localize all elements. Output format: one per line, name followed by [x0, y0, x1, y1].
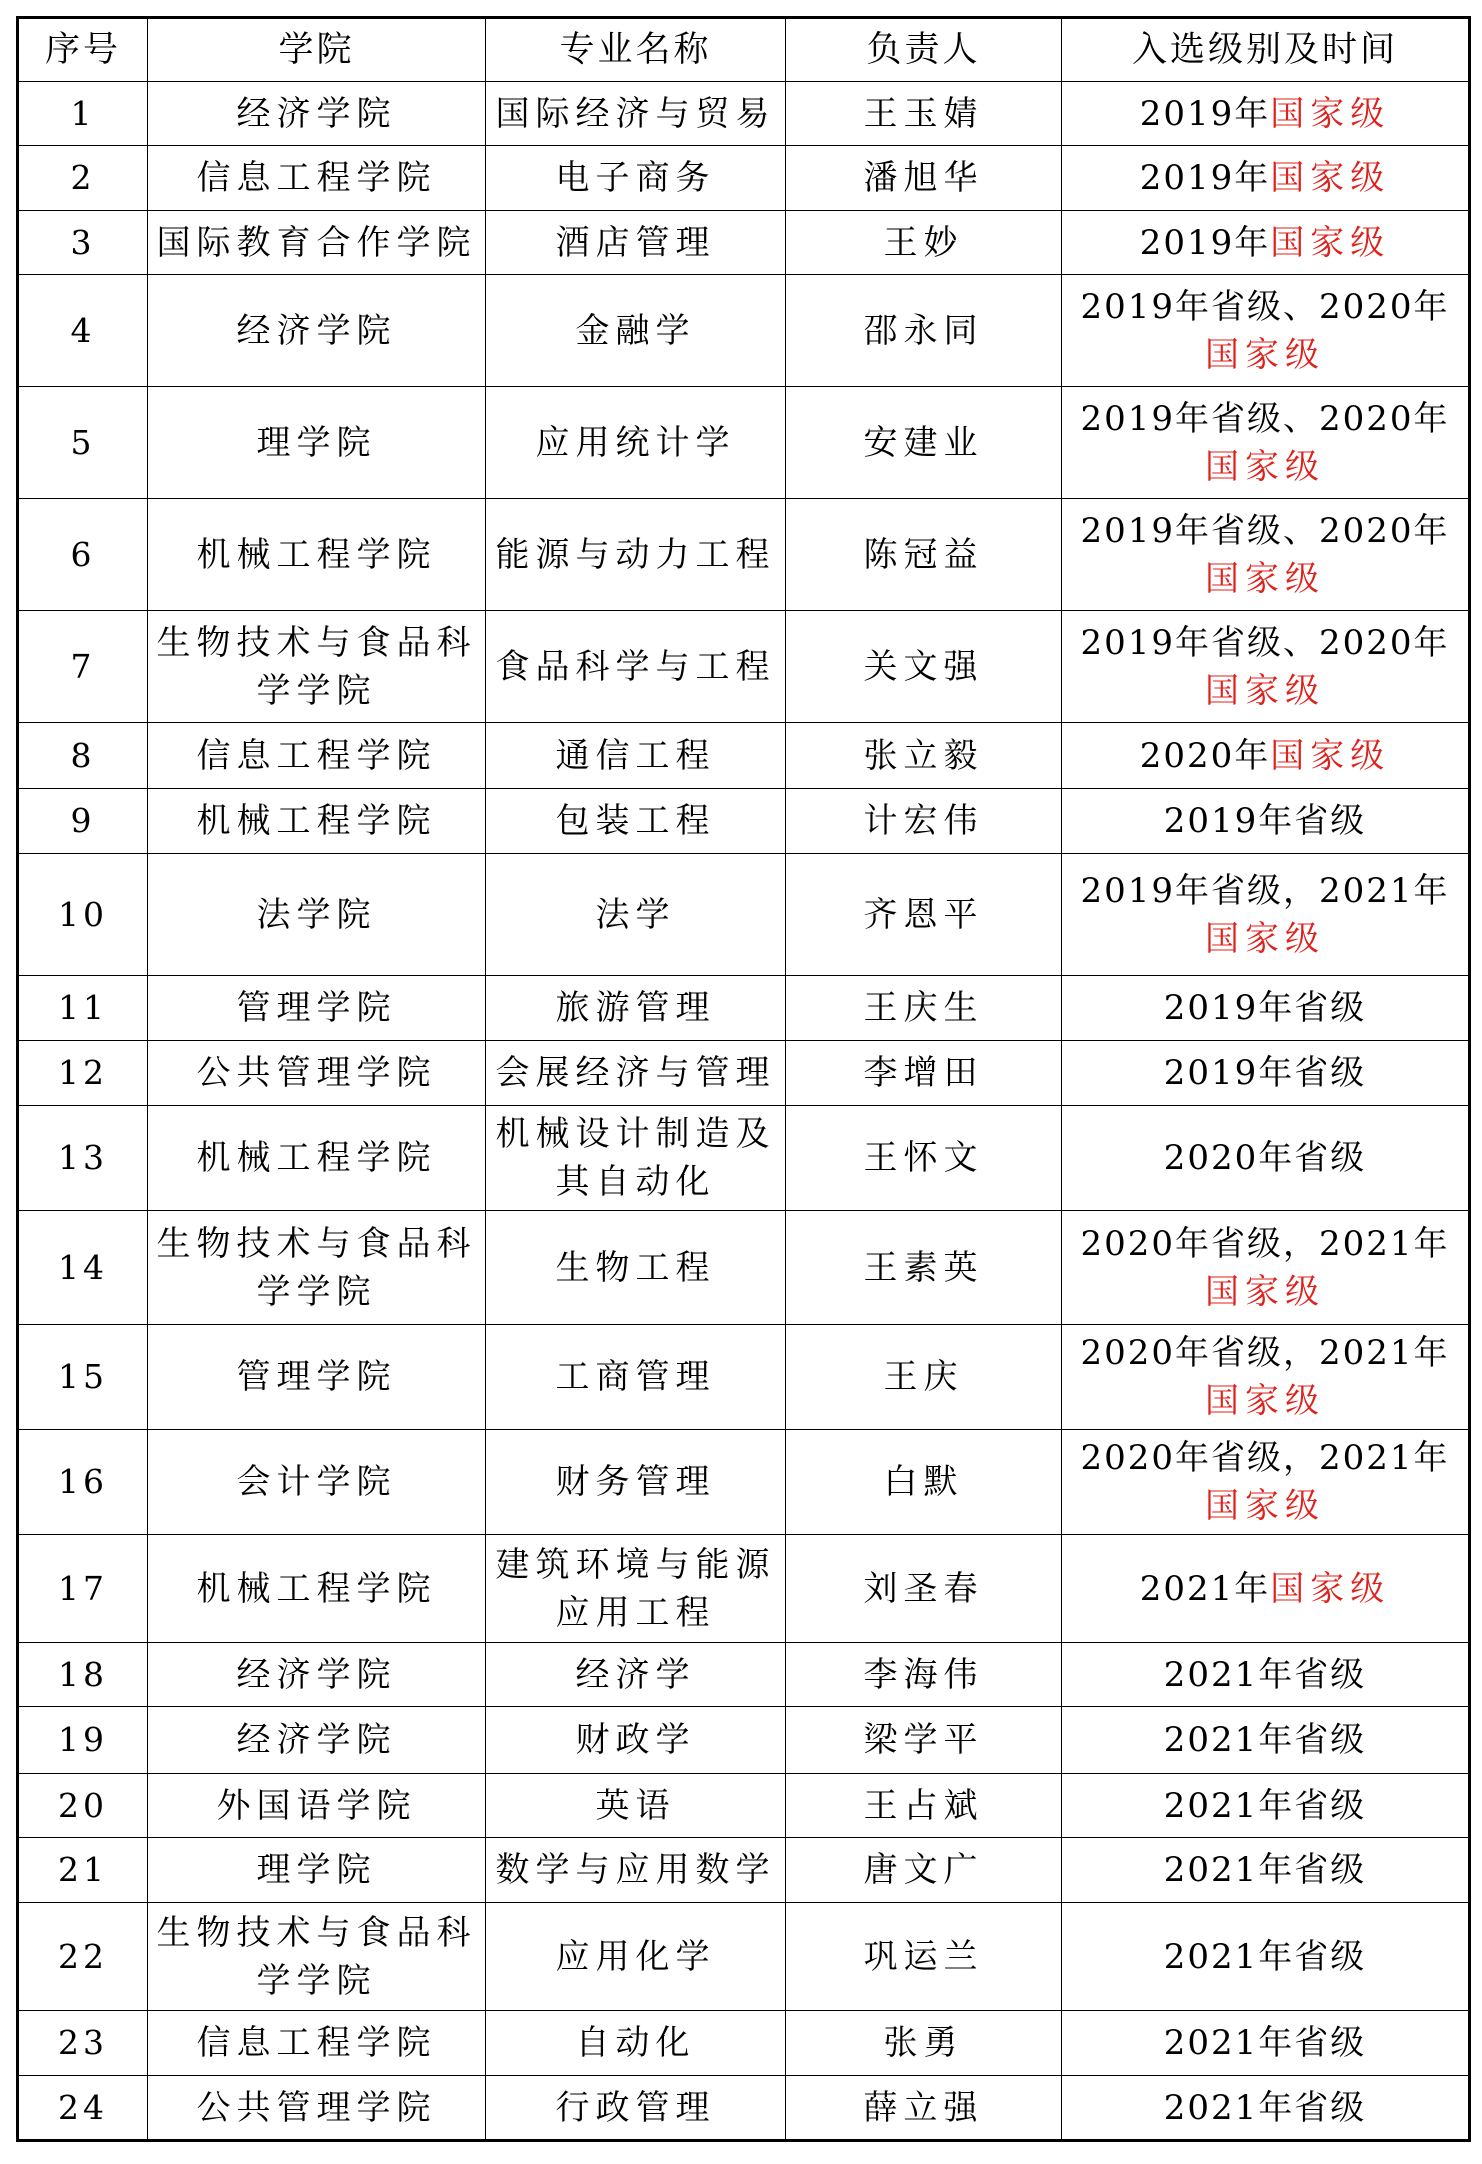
level-text: 2019年省级	[1163, 988, 1367, 1028]
table-row	[18, 1838, 1470, 1903]
cell-major	[486, 1041, 786, 1106]
cell-lead: 唐文广	[786, 1838, 1062, 1903]
major-line: 其自动化	[555, 1162, 716, 1202]
level-line	[1068, 2084, 1462, 2132]
college-line: 信息工程学院	[196, 158, 437, 198]
level-line	[1068, 1651, 1462, 1699]
major-line: 生物工程	[555, 1247, 716, 1288]
cell-college	[148, 1707, 486, 1774]
cell-college	[148, 1041, 486, 1106]
major-line: 会展经济与管理	[495, 1053, 776, 1093]
cell-serial: 18	[18, 1643, 148, 1707]
level-line	[1068, 154, 1462, 202]
level-text: 2019年省级、2020年	[1080, 286, 1450, 327]
national-level-text: 国家级	[1270, 735, 1391, 776]
college-line: 经济学院	[236, 93, 397, 134]
cell-lead: 薛立强	[786, 2076, 1062, 2141]
college-line: 经济学院	[236, 1720, 397, 1760]
cell-lead: 李增田	[786, 1041, 1062, 1106]
table-row	[18, 723, 1470, 789]
majors-table	[16, 16, 1471, 2142]
cell-lead: 齐恩平	[786, 854, 1062, 976]
cell-lead: 王占斌	[786, 1774, 1062, 1838]
cell-serial: 9	[18, 789, 148, 854]
major-line: 法学	[595, 894, 676, 935]
level-line	[1068, 732, 1462, 780]
cell-level	[1062, 1325, 1470, 1430]
major-line: 食品科学与工程	[495, 646, 776, 687]
document-page	[16, 16, 1468, 2142]
cell-major	[486, 387, 786, 499]
cell-level	[1062, 1903, 1470, 2011]
table-row	[18, 1903, 1470, 2011]
cell-serial: 7	[18, 611, 148, 723]
cell-lead: 梁学平	[786, 1707, 1062, 1774]
college-line: 经济学院	[236, 1654, 397, 1695]
level-line	[1068, 283, 1462, 331]
level-line	[1068, 555, 1462, 603]
cell-level	[1062, 1774, 1470, 1838]
level-text: 2021年省级	[1163, 1785, 1367, 1826]
cell-major	[486, 976, 786, 1041]
cell-serial: 16	[18, 1430, 148, 1535]
cell-serial: 22	[18, 1903, 148, 2011]
college-line: 理学院	[256, 422, 377, 463]
college-line: 外国语学院	[216, 1785, 417, 1826]
table-row	[18, 2011, 1470, 2076]
cell-college	[148, 976, 486, 1041]
level-line	[1068, 90, 1462, 138]
college-line: 法学院	[256, 894, 377, 935]
level-line	[1068, 2019, 1462, 2067]
cell-college	[148, 211, 486, 275]
cell-level	[1062, 2076, 1470, 2141]
major-line: 应用化学	[555, 1936, 716, 1977]
level-text: 2021年省级	[1163, 2087, 1367, 2128]
level-text: 2019年省级、2020年	[1080, 398, 1450, 439]
cell-serial: 3	[18, 211, 148, 275]
level-text: 2021年省级	[1163, 1720, 1367, 1760]
college-line: 生物技术与食品科	[156, 622, 477, 663]
major-line: 财政学	[575, 1720, 696, 1760]
cell-lead: 王庆生	[786, 976, 1062, 1041]
level-line	[1068, 1049, 1462, 1097]
cell-lead: 白默	[786, 1430, 1062, 1535]
cell-serial: 12	[18, 1041, 148, 1106]
cell-lead: 王怀文	[786, 1106, 1062, 1211]
cell-lead: 邵永同	[786, 275, 1062, 387]
cell-level	[1062, 1707, 1470, 1774]
level-line	[1068, 1565, 1462, 1613]
cell-major	[486, 2076, 786, 2141]
college-line: 公共管理学院	[196, 1053, 437, 1093]
cell-lead: 李海伟	[786, 1643, 1062, 1707]
cell-lead: 王玉婧	[786, 82, 1062, 146]
level-line	[1068, 1782, 1462, 1830]
level-text: 2020年	[1139, 735, 1271, 776]
cell-major	[486, 499, 786, 611]
cell-major	[486, 82, 786, 146]
college-line: 理学院	[256, 1850, 377, 1890]
cell-college	[148, 146, 486, 211]
table-row	[18, 211, 1470, 275]
cell-serial: 17	[18, 1535, 148, 1643]
cell-college	[148, 1325, 486, 1430]
cell-college	[148, 789, 486, 854]
cell-college	[148, 275, 486, 387]
college-line: 经济学院	[236, 310, 397, 351]
major-line: 机械设计制造及	[495, 1114, 776, 1154]
header-lead: 负责人	[786, 18, 1062, 82]
major-line: 包装工程	[555, 801, 716, 841]
level-text: 2019年省级、2020年	[1080, 622, 1450, 663]
major-line: 金融学	[575, 310, 696, 351]
cell-lead: 潘旭华	[786, 146, 1062, 211]
cell-level	[1062, 1211, 1470, 1325]
major-line: 数学与应用数学	[495, 1850, 776, 1890]
cell-level	[1062, 976, 1470, 1041]
cell-major	[486, 1707, 786, 1774]
cell-serial: 15	[18, 1325, 148, 1430]
level-text: 2021年省级	[1163, 1936, 1367, 1977]
national-level-text: 国家级	[1205, 558, 1325, 599]
level-line	[1068, 1846, 1462, 1894]
level-text: 2021年省级	[1163, 1850, 1367, 1890]
major-line: 财务管理	[555, 1462, 716, 1502]
level-text: 2019年省级	[1163, 801, 1367, 841]
cell-level	[1062, 499, 1470, 611]
level-line	[1068, 507, 1462, 555]
cell-lead: 张勇	[786, 2011, 1062, 2076]
cell-level	[1062, 275, 1470, 387]
level-text: 2019年	[1139, 93, 1271, 134]
level-text: 2019年	[1139, 158, 1271, 198]
level-line	[1068, 1134, 1462, 1182]
cell-college	[148, 82, 486, 146]
major-line: 工商管理	[555, 1357, 716, 1397]
college-line: 信息工程学院	[196, 735, 437, 776]
level-text: 2020年省级，2021年	[1080, 1333, 1450, 1373]
header-major: 专业名称	[486, 18, 786, 82]
cell-major	[486, 611, 786, 723]
major-line: 经济学	[575, 1654, 696, 1695]
level-line	[1068, 797, 1462, 845]
cell-major	[486, 2011, 786, 2076]
cell-college	[148, 1774, 486, 1838]
cell-major	[486, 1774, 786, 1838]
national-level-text: 国家级	[1270, 158, 1391, 198]
table-header-row	[18, 18, 1470, 82]
table-row	[18, 146, 1470, 211]
cell-serial: 13	[18, 1106, 148, 1211]
national-level-text: 国家级	[1205, 446, 1325, 487]
cell-level	[1062, 211, 1470, 275]
level-line	[1068, 1377, 1462, 1425]
table-row	[18, 976, 1470, 1041]
major-line: 旅游管理	[555, 988, 716, 1028]
college-line: 机械工程学院	[196, 1138, 437, 1178]
cell-major	[486, 723, 786, 789]
cell-major	[486, 1211, 786, 1325]
college-line: 学学院	[256, 670, 377, 711]
table-row	[18, 2076, 1470, 2141]
major-line: 酒店管理	[555, 222, 716, 263]
level-text: 2019年省级，2021年	[1080, 870, 1450, 911]
cell-major	[486, 1903, 786, 2011]
level-line	[1068, 1933, 1462, 1981]
table-body	[18, 82, 1470, 2141]
table-row	[18, 789, 1470, 854]
table-row	[18, 1430, 1470, 1535]
cell-serial: 10	[18, 854, 148, 976]
cell-lead: 安建业	[786, 387, 1062, 499]
cell-level	[1062, 1838, 1470, 1903]
cell-level	[1062, 146, 1470, 211]
cell-college	[148, 1838, 486, 1903]
cell-level	[1062, 387, 1470, 499]
table-row	[18, 1535, 1470, 1643]
college-line: 机械工程学院	[196, 1568, 437, 1609]
cell-level	[1062, 723, 1470, 789]
cell-major	[486, 854, 786, 976]
major-line: 能源与动力工程	[495, 534, 776, 575]
major-line: 应用工程	[555, 1592, 716, 1633]
college-line: 学学院	[256, 1271, 377, 1312]
major-line: 应用统计学	[535, 422, 736, 463]
header-college: 学院	[148, 18, 486, 82]
cell-major	[486, 211, 786, 275]
college-line: 机械工程学院	[196, 534, 437, 575]
cell-college	[148, 854, 486, 976]
national-level-text: 国家级	[1205, 1486, 1325, 1526]
cell-level	[1062, 1106, 1470, 1211]
cell-college	[148, 723, 486, 789]
national-level-text: 国家级	[1270, 93, 1391, 134]
college-line: 国际教育合作学院	[156, 222, 477, 263]
cell-serial: 2	[18, 146, 148, 211]
level-text: 2019年省级	[1163, 1053, 1367, 1093]
cell-serial: 23	[18, 2011, 148, 2076]
level-line	[1068, 867, 1462, 915]
national-level-text: 国家级	[1205, 918, 1325, 959]
cell-serial: 21	[18, 1838, 148, 1903]
college-line: 信息工程学院	[196, 2023, 437, 2063]
level-line	[1068, 1482, 1462, 1530]
table-row	[18, 387, 1470, 499]
cell-major	[486, 1325, 786, 1430]
cell-serial: 24	[18, 2076, 148, 2141]
cell-level	[1062, 82, 1470, 146]
cell-college	[148, 1903, 486, 2011]
national-level-text: 国家级	[1205, 670, 1325, 711]
college-line: 管理学院	[236, 1357, 397, 1397]
table-row	[18, 275, 1470, 387]
cell-college	[148, 387, 486, 499]
college-line: 生物技术与食品科	[156, 1223, 477, 1264]
header-serial: 序号	[18, 18, 148, 82]
table-row	[18, 1211, 1470, 1325]
cell-college	[148, 2076, 486, 2141]
cell-serial: 4	[18, 275, 148, 387]
cell-major	[486, 1643, 786, 1707]
table-row	[18, 611, 1470, 723]
cell-level	[1062, 789, 1470, 854]
national-level-text: 国家级	[1205, 334, 1325, 375]
level-line	[1068, 667, 1462, 715]
cell-serial: 14	[18, 1211, 148, 1325]
cell-serial: 11	[18, 976, 148, 1041]
level-line	[1068, 984, 1462, 1032]
cell-major	[486, 146, 786, 211]
national-level-text: 国家级	[1205, 1271, 1325, 1312]
level-line	[1068, 1716, 1462, 1764]
cell-major	[486, 1430, 786, 1535]
national-level-text: 国家级	[1270, 222, 1391, 263]
college-line: 公共管理学院	[196, 2087, 437, 2128]
major-line: 英语	[595, 1785, 676, 1826]
level-text: 2020年省级	[1163, 1138, 1367, 1178]
cell-college	[148, 1106, 486, 1211]
cell-serial: 1	[18, 82, 148, 146]
level-text: 2021年	[1139, 1568, 1271, 1609]
level-line	[1068, 219, 1462, 267]
major-line: 行政管理	[555, 2087, 716, 2128]
cell-serial: 8	[18, 723, 148, 789]
cell-lead: 陈冠益	[786, 499, 1062, 611]
major-line: 通信工程	[555, 735, 716, 776]
cell-serial: 20	[18, 1774, 148, 1838]
cell-serial: 5	[18, 387, 148, 499]
cell-level	[1062, 2011, 1470, 2076]
cell-lead: 刘圣春	[786, 1535, 1062, 1643]
cell-lead: 王素英	[786, 1211, 1062, 1325]
college-line: 会计学院	[236, 1462, 397, 1502]
cell-lead: 张立毅	[786, 723, 1062, 789]
cell-level	[1062, 1041, 1470, 1106]
level-text: 2021年省级	[1163, 2023, 1367, 2063]
level-text: 2019年	[1139, 222, 1271, 263]
table-row	[18, 854, 1470, 976]
table-row	[18, 1774, 1470, 1838]
college-line: 学学院	[256, 1960, 377, 2001]
cell-college	[148, 499, 486, 611]
cell-major	[486, 275, 786, 387]
major-line: 自动化	[575, 2023, 696, 2063]
national-level-text: 国家级	[1205, 1381, 1325, 1421]
level-line	[1068, 331, 1462, 379]
cell-level	[1062, 854, 1470, 976]
cell-lead: 关文强	[786, 611, 1062, 723]
cell-major	[486, 789, 786, 854]
cell-serial: 6	[18, 499, 148, 611]
cell-level	[1062, 611, 1470, 723]
level-text: 2020年省级，2021年	[1080, 1223, 1450, 1264]
cell-major	[486, 1106, 786, 1211]
table-row	[18, 1707, 1470, 1774]
cell-major	[486, 1838, 786, 1903]
cell-lead: 王妙	[786, 211, 1062, 275]
major-line: 国际经济与贸易	[495, 93, 776, 134]
level-line	[1068, 1268, 1462, 1316]
table-row	[18, 82, 1470, 146]
cell-serial: 19	[18, 1707, 148, 1774]
cell-level	[1062, 1535, 1470, 1643]
cell-college	[148, 1211, 486, 1325]
level-text: 2020年省级，2021年	[1080, 1438, 1450, 1478]
cell-lead: 巩运兰	[786, 1903, 1062, 2011]
level-text: 2019年省级、2020年	[1080, 510, 1450, 551]
cell-lead: 王庆	[786, 1325, 1062, 1430]
table-row	[18, 499, 1470, 611]
level-line	[1068, 1220, 1462, 1268]
cell-level	[1062, 1430, 1470, 1535]
level-line	[1068, 443, 1462, 491]
college-line: 管理学院	[236, 988, 397, 1028]
table-row	[18, 1643, 1470, 1707]
college-line: 生物技术与食品科	[156, 1912, 477, 1953]
level-line	[1068, 1329, 1462, 1377]
college-line: 机械工程学院	[196, 801, 437, 841]
header-level: 入选级别及时间	[1062, 18, 1470, 82]
cell-lead: 计宏伟	[786, 789, 1062, 854]
cell-college	[148, 2011, 486, 2076]
table-row	[18, 1041, 1470, 1106]
level-line	[1068, 619, 1462, 667]
level-text: 2021年省级	[1163, 1654, 1367, 1695]
cell-college	[148, 611, 486, 723]
table-row	[18, 1106, 1470, 1211]
level-line	[1068, 1434, 1462, 1482]
cell-college	[148, 1430, 486, 1535]
major-line: 电子商务	[555, 158, 716, 198]
level-line	[1068, 915, 1462, 963]
level-line	[1068, 395, 1462, 443]
national-level-text: 国家级	[1270, 1568, 1391, 1609]
cell-college	[148, 1643, 486, 1707]
cell-college	[148, 1535, 486, 1643]
table-row	[18, 1325, 1470, 1430]
cell-level	[1062, 1643, 1470, 1707]
major-line: 建筑环境与能源	[495, 1544, 776, 1585]
cell-major	[486, 1535, 786, 1643]
